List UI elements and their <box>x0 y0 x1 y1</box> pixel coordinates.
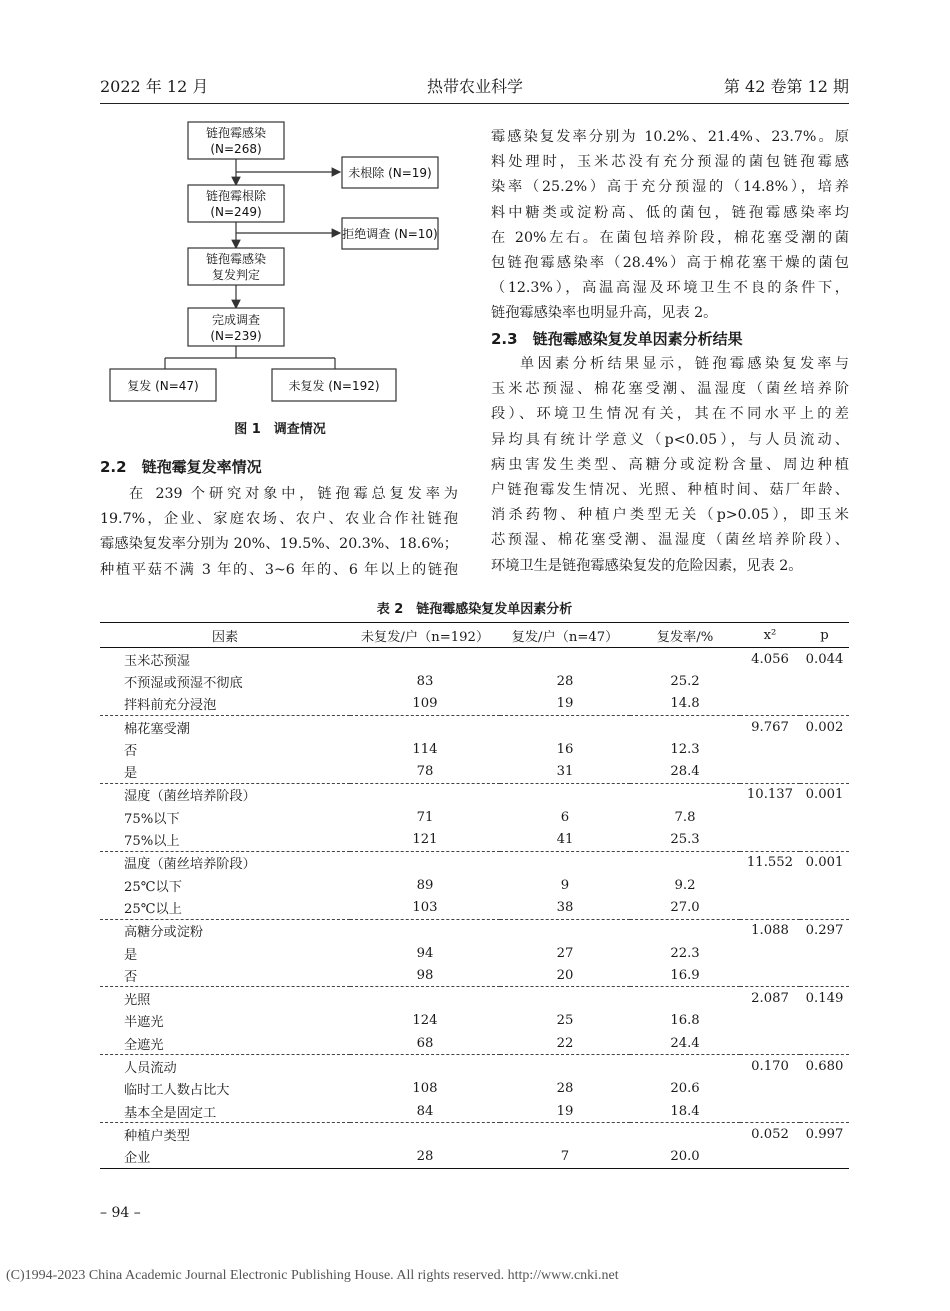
no-recurrence-count-cell: 124 <box>412 1013 438 1029</box>
paragraph-line: 料处理时，玉米芯没有充分预湿的菌包链孢霉感 <box>491 154 849 171</box>
no-recurrence-count-cell: 28 <box>350 1146 500 1169</box>
table-header-row <box>100 623 849 648</box>
paragraph-line: 在 20%左右。在菌包培养阶段，棉花塞受潮的菌 <box>491 229 849 246</box>
recurrence-count-cell: 6 <box>560 809 570 825</box>
paragraph-line: 染率（25.2%）高于充分预湿的（14.8%），培养 <box>491 179 849 196</box>
recurrence-rate-cell: 9.2 <box>674 877 696 893</box>
flow-box-not-recurred <box>272 369 396 401</box>
factor-cell: 种植户类型 <box>100 1123 350 1146</box>
recurrence-count-cell: 28 <box>556 1081 574 1097</box>
no-recurrence-count-cell: 68 <box>416 1035 434 1051</box>
empty-cell <box>800 942 849 964</box>
paragraph-line: 段）、环境卫生情况有关，其在不同水平上的差 <box>491 406 849 423</box>
empty-cell <box>500 1123 630 1146</box>
p-value-cell: 0.001 <box>800 783 849 806</box>
empty-cell <box>740 828 800 851</box>
header-volume: 第 42 卷第 12 期 <box>723 77 849 96</box>
empty-cell <box>800 693 849 716</box>
no-recurrence-count-cell: 83 <box>416 673 434 689</box>
no-recurrence-count-cell: 114 <box>412 741 438 757</box>
factor-cell: 高糖分或淀粉 <box>100 919 350 942</box>
paragraph-line: 环境卫生是链孢霉感染复发的危险因素，见表 2。 <box>491 557 803 574</box>
recurrence-rate-cell: 20.6 <box>670 1081 700 1097</box>
empty-cell <box>800 1100 849 1123</box>
p-value-cell: 0.997 <box>800 1123 849 1146</box>
empty-cell <box>800 874 849 896</box>
paragraph-line: 病虫害发生类型、高糖分或淀粉含量、周边种植 <box>491 456 849 473</box>
survey-flowchart <box>100 115 440 405</box>
paragraph-line: 玉米芯预湿、棉花塞受潮、温湿度（菌丝培养阶 <box>491 381 849 398</box>
p-value-cell: 0.297 <box>800 919 849 942</box>
level-cell: 全遮光 <box>124 1037 164 1053</box>
recurrence-rate-cell: 16.8 <box>670 1013 700 1029</box>
chi2-cell: 0.170 <box>740 1055 800 1078</box>
recurrence-count-cell: 9 <box>560 877 570 893</box>
factor-cell: 温度（菌丝培养阶段） <box>100 851 350 874</box>
empty-cell <box>740 964 800 987</box>
table-group-row <box>100 1123 849 1146</box>
svg-text:复发判定: 复发判定 <box>211 268 261 282</box>
paragraph-line: 链孢霉感染率也明显升高，见表 2。 <box>491 305 718 322</box>
no-recurrence-count-cell: 89 <box>416 877 434 893</box>
level-cell: 企业 <box>100 1146 350 1169</box>
empty-cell <box>800 738 849 760</box>
flow-box-refused <box>342 218 438 249</box>
table-body <box>100 648 849 1169</box>
header-date: 2022 年 12 月 <box>100 77 209 96</box>
paragraph-line: 霉感染复发率分别为 10.2%、21.4%、23.7%。原 <box>491 129 849 145</box>
recurrence-rate-cell: 25.2 <box>670 673 700 689</box>
level-cell: 不预湿或预湿不彻底 <box>124 675 243 691</box>
recurrence-count-cell: 41 <box>556 832 574 848</box>
flow-box-not-removed <box>342 157 438 188</box>
no-recurrence-count-cell: 84 <box>416 1103 434 1119</box>
right-column-paragraph-2 <box>491 352 849 579</box>
factor-cell: 光照 <box>100 987 350 1010</box>
empty-cell <box>500 987 630 1010</box>
svg-text:未根除 (N=19): 未根除 (N=19) <box>348 166 432 180</box>
empty-cell <box>740 1010 800 1032</box>
empty-cell <box>630 648 740 671</box>
level-cell: 75%以上 <box>124 834 180 850</box>
empty-cell <box>800 670 849 692</box>
recurrence-count-cell: 31 <box>556 764 574 780</box>
no-recurrence-count-cell: 94 <box>416 945 434 961</box>
recurrence-rate-cell: 7.8 <box>674 809 696 825</box>
table-group-row <box>100 783 849 806</box>
empty-cell <box>800 896 849 919</box>
section-2-2-heading: 2.2 链孢霉复发率情况 <box>100 458 262 476</box>
recurrence-count-cell: 7 <box>500 1146 630 1169</box>
paragraph-line: （12.3%），高温高湿及环境卫生不良的条件下， <box>491 280 849 297</box>
level-cell: 是 <box>124 766 138 782</box>
level-cell: 75%以下 <box>124 811 180 827</box>
section-2-2-paragraph <box>100 482 458 583</box>
table-row <box>100 874 849 896</box>
empty-cell <box>630 851 740 874</box>
table-row <box>100 670 849 692</box>
chi2-cell: 9.767 <box>740 715 800 738</box>
svg-text:(N=268): (N=268) <box>210 142 262 156</box>
level-cell: 25℃以上 <box>124 901 182 917</box>
chi2-cell: 10.137 <box>740 783 800 806</box>
empty-cell <box>740 760 800 783</box>
paragraph-line: 种植平菇不满 3 年的、3~6 年的、6 年以上的链孢 <box>100 561 458 578</box>
level-cell: 否 <box>124 743 138 759</box>
empty-cell <box>630 783 740 806</box>
empty-cell <box>740 1146 800 1169</box>
p-value-cell: 0.149 <box>800 987 849 1010</box>
table-2-caption: 表 2 链孢霉感染复发单因素分析 <box>376 602 573 617</box>
header-rule <box>100 103 849 104</box>
table-row <box>100 760 849 783</box>
empty-cell <box>630 1055 740 1078</box>
paragraph-line: 料中糖类或淀粉高、低的菌包，链孢霉感染率均 <box>491 204 849 221</box>
empty-cell <box>350 851 500 874</box>
empty-cell <box>740 1078 800 1100</box>
paragraph-line: 包链孢霉感染率（28.4%）高于棉花塞干燥的菌包 <box>491 255 849 272</box>
svg-text:复发 (N=47): 复发 (N=47) <box>127 379 199 393</box>
chi2-cell: 1.088 <box>740 919 800 942</box>
empty-cell <box>740 1032 800 1055</box>
svg-text:(N=239): (N=239) <box>210 329 262 343</box>
recurrence-count-cell: 25 <box>556 1013 574 1029</box>
flow-box-completed <box>188 308 284 346</box>
recurrence-count-cell: 20 <box>556 967 574 983</box>
empty-cell <box>630 987 740 1010</box>
column-header: x² <box>740 623 800 648</box>
empty-cell <box>740 806 800 828</box>
empty-cell <box>500 851 630 874</box>
recurrence-rate-cell: 20.0 <box>630 1146 740 1169</box>
recurrence-rate-cell: 12.3 <box>670 741 700 757</box>
factor-cell: 湿度（菌丝培养阶段） <box>100 783 350 806</box>
chi2-cell: 2.087 <box>740 987 800 1010</box>
factor-cell: 人员流动 <box>100 1055 350 1078</box>
empty-cell <box>500 1055 630 1078</box>
chi2-cell: 4.056 <box>751 651 789 667</box>
paragraph-line: 单因素分析结果显示，链孢霉感染复发率与 <box>520 356 849 372</box>
figure-1-caption: 图 1 调查情况 <box>234 422 326 437</box>
table-row <box>100 828 849 851</box>
factor-cell: 玉米芯预湿 <box>124 653 190 669</box>
paragraph-line: 户链孢霉发生情况、光照、种植时间、菇厂年龄、 <box>491 482 849 499</box>
flow-box-recurrence-check <box>188 248 284 285</box>
table-row <box>100 1146 849 1169</box>
recurrence-rate-cell: 22.3 <box>670 945 700 961</box>
no-recurrence-count-cell: 98 <box>416 967 434 983</box>
flow-box-removed <box>188 185 284 222</box>
empty-cell <box>500 715 630 738</box>
empty-cell <box>350 715 500 738</box>
table-group-row <box>100 987 849 1010</box>
recurrence-rate-cell: 18.4 <box>670 1103 700 1119</box>
table-row <box>100 1010 849 1032</box>
table-row <box>100 896 849 919</box>
empty-cell <box>740 670 800 692</box>
recurrence-count-cell: 19 <box>556 696 574 712</box>
empty-cell <box>800 1146 849 1169</box>
flow-box-recurred <box>110 369 216 401</box>
no-recurrence-count-cell: 121 <box>412 832 438 848</box>
empty-cell <box>500 919 630 942</box>
empty-cell <box>800 1032 849 1055</box>
recurrence-count-cell: 27 <box>556 945 574 961</box>
header-journal-title: 热带农业科学 <box>426 77 523 96</box>
level-cell: 25℃以下 <box>124 879 182 895</box>
table-row <box>100 1078 849 1100</box>
p-value-cell: 0.002 <box>800 715 849 738</box>
empty-cell <box>800 828 849 851</box>
column-header: 复发率/% <box>630 623 740 648</box>
paragraph-line: 在 239 个研究对象中，链孢霉总复发率为 <box>129 486 458 502</box>
empty-cell <box>740 693 800 716</box>
table-row <box>100 1100 849 1123</box>
svg-text:链孢霉根除: 链孢霉根除 <box>205 189 267 203</box>
empty-cell <box>740 942 800 964</box>
table-2 <box>100 622 849 1169</box>
empty-cell <box>800 760 849 783</box>
page-number: – 94 – <box>100 1205 141 1221</box>
table-group-row <box>100 648 849 671</box>
table-group-row <box>100 1055 849 1078</box>
svg-text:链孢霉感染: 链孢霉感染 <box>205 252 267 266</box>
recurrence-rate-cell: 27.0 <box>670 899 700 915</box>
section-2-3-heading: 2.3 链孢霉感染复发单因素分析结果 <box>491 330 743 348</box>
table-group-row <box>100 851 849 874</box>
empty-cell <box>350 648 500 671</box>
recurrence-count-cell: 16 <box>556 741 574 757</box>
table-row <box>100 964 849 987</box>
svg-text:完成调查: 完成调查 <box>211 313 261 327</box>
svg-text:链孢霉感染: 链孢霉感染 <box>205 126 267 140</box>
recurrence-count-cell: 38 <box>556 899 574 915</box>
empty-cell <box>630 715 740 738</box>
recurrence-rate-cell: 25.3 <box>670 832 700 848</box>
flow-box-infected <box>188 122 284 159</box>
empty-cell <box>350 1123 500 1146</box>
empty-cell <box>630 1123 740 1146</box>
paragraph-line: 芯预湿、棉花塞受潮、温湿度（菌丝培养阶段）、 <box>491 532 849 549</box>
table-row <box>100 806 849 828</box>
recurrence-rate-cell: 28.4 <box>670 764 700 780</box>
empty-cell <box>350 783 500 806</box>
recurrence-count-cell: 19 <box>556 1103 574 1119</box>
svg-text:未复发 (N=192): 未复发 (N=192) <box>288 379 380 393</box>
recurrence-count-cell: 22 <box>556 1035 574 1051</box>
empty-cell <box>630 919 740 942</box>
p-value-cell: 0.044 <box>805 651 844 667</box>
no-recurrence-count-cell: 108 <box>412 1081 438 1097</box>
empty-cell <box>500 783 630 806</box>
table-row <box>100 942 849 964</box>
table-row <box>100 738 849 760</box>
empty-cell <box>740 738 800 760</box>
copyright-notice: (C)1994-2023 China Academic Journal Electronic Publishing House. All rights reserved. http://www.cnki.net <box>6 1268 619 1283</box>
empty-cell <box>800 1078 849 1100</box>
level-cell: 是 <box>124 947 138 963</box>
table-group-row <box>100 919 849 942</box>
table-row <box>100 693 849 716</box>
table-row <box>100 1032 849 1055</box>
no-recurrence-count-cell: 71 <box>416 809 434 825</box>
level-cell: 否 <box>124 969 138 985</box>
right-column-paragraph-1 <box>491 125 849 327</box>
column-header: 未复发/户（n=192） <box>350 623 500 648</box>
level-cell: 拌料前充分浸泡 <box>124 698 217 714</box>
empty-cell <box>350 1055 500 1078</box>
recurrence-count-cell: 28 <box>556 673 574 689</box>
column-header: p <box>800 623 849 648</box>
empty-cell <box>800 1010 849 1032</box>
empty-cell <box>740 1100 800 1123</box>
paragraph-line: 霉感染复发率分别为 20%、19.5%、20.3%、18.6%； <box>100 536 458 553</box>
paragraph-line: 19.7%，企业、家庭农场、农户、农业合作社链孢 <box>100 511 458 528</box>
empty-cell <box>500 648 630 671</box>
chi2-cell: 0.052 <box>740 1123 800 1146</box>
svg-text:拒绝调查 (N=10): 拒绝调查 (N=10) <box>342 227 438 241</box>
level-cell: 临时工人数占比大 <box>124 1083 230 1099</box>
column-header: 因素 <box>100 623 350 648</box>
column-header: 复发/户（n=47） <box>500 623 630 648</box>
recurrence-rate-cell: 24.4 <box>670 1035 700 1051</box>
level-cell: 基本全是固定工 <box>124 1105 217 1121</box>
empty-cell <box>350 987 500 1010</box>
p-value-cell: 0.001 <box>800 851 849 874</box>
empty-cell <box>350 919 500 942</box>
p-value-cell: 0.680 <box>800 1055 849 1078</box>
table-group-row <box>100 715 849 738</box>
no-recurrence-count-cell: 103 <box>412 899 438 915</box>
chi2-cell: 11.552 <box>740 851 800 874</box>
empty-cell <box>740 874 800 896</box>
recurrence-rate-cell: 14.8 <box>670 696 700 712</box>
empty-cell <box>740 896 800 919</box>
paragraph-line: 消杀药物、种植户类型无关（p>0.05），即玉米 <box>491 507 849 524</box>
no-recurrence-count-cell: 109 <box>412 696 438 712</box>
recurrence-rate-cell: 16.9 <box>670 967 700 983</box>
svg-text:(N=249): (N=249) <box>210 205 262 219</box>
factor-cell: 棉花塞受潮 <box>100 715 350 738</box>
paragraph-line: 异均具有统计学意义（p<0.05），与人员流动、 <box>491 431 849 448</box>
empty-cell <box>800 806 849 828</box>
empty-cell <box>800 964 849 987</box>
level-cell: 半遮光 <box>124 1015 164 1031</box>
no-recurrence-count-cell: 78 <box>416 764 434 780</box>
